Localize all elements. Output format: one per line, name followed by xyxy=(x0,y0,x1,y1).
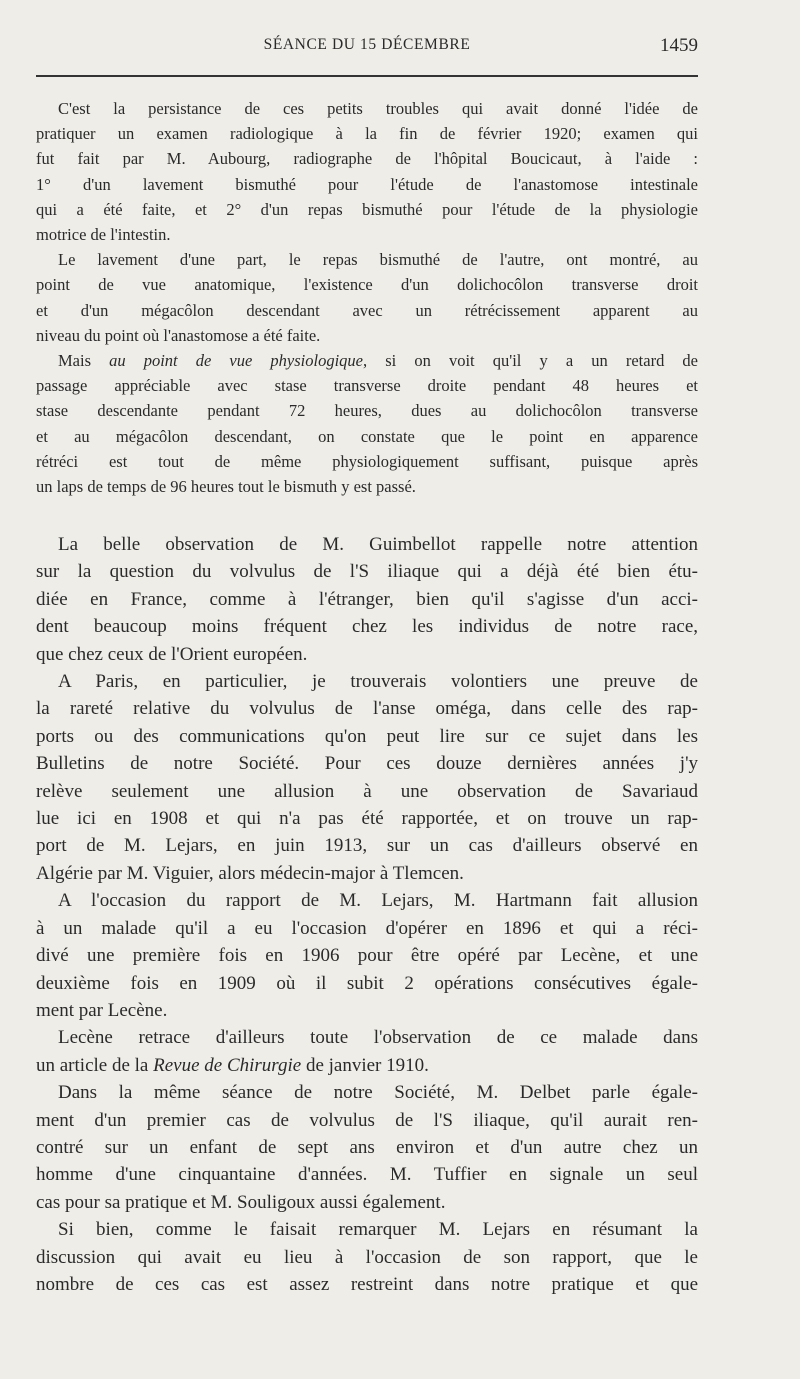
text-line: deuxième fois en 1909 où il subit 2 opérations consécutives égale- xyxy=(36,972,698,994)
text-line: motrice de l'intestin. xyxy=(36,225,171,245)
main-paragraph xyxy=(36,1024,698,1079)
text-line: qui a été faite, et 2° d'un repas bismuthé pour l'étude de la physiologie xyxy=(36,199,698,219)
text-line: contré sur un enfant de sept ans environ et d'un autre chez un xyxy=(36,1136,698,1158)
small-print-paragraph xyxy=(36,348,698,499)
text-line: lue ici en 1908 et qui n'a pas été rapportée, et on trouve un rap- xyxy=(36,808,698,830)
main-paragraph xyxy=(36,531,698,668)
main-paragraph xyxy=(36,887,698,1024)
text-segment: de janvier 1910. xyxy=(301,1054,429,1076)
text-line: Si bien, comme le faisait remarquer M. Lejars en résumant la xyxy=(58,1219,698,1241)
text-line: un laps de temps de 96 heures tout le bismuth y est passé. xyxy=(36,477,416,497)
text-line: fut fait par M. Aubourg, radiographe de l'hôpital Boucicaut, à l'aide : xyxy=(36,149,698,169)
page-number: 1459 xyxy=(660,35,698,56)
text-line: Le lavement d'une part, le repas bismuthé de l'autre, ont montré, au xyxy=(58,250,698,270)
text-line xyxy=(36,1052,698,1079)
text-line: C'est la persistance de ces petits troubles qui avait donné l'idée de xyxy=(58,99,698,118)
text-line: homme d'une cinquantaine d'années. M. Tuffier en signale un seul xyxy=(36,1164,698,1186)
text-line: niveau du point où l'anastomose a été faite. xyxy=(36,325,321,345)
text-line: ment d'un premier cas de volvulus de l'S iliaque, qu'il aurait ren- xyxy=(36,1109,698,1131)
text-line: relève seulement une allusion à une observation de Savariaud xyxy=(36,780,698,802)
text-line: Algérie par M. Viguier, alors médecin-major à Tlemcen. xyxy=(36,862,464,884)
text-line: la rareté relative du volvulus de l'anse oméga, dans celle des rap- xyxy=(36,698,698,720)
text-line: passage appréciable avec stase transverse droite pendant 48 heures et xyxy=(36,376,698,396)
text-line: A l'occasion du rapport de M. Lejars, M. Hartmann fait allusion xyxy=(58,890,698,912)
text-line: rétréci est tout de même physiologiquement suffisant, puisque après xyxy=(36,451,698,471)
text-line: cas pour sa pratique et M. Souligoux aussi également. xyxy=(36,1191,446,1213)
text-line: port de M. Lejars, en juin 1913, sur un cas d'ailleurs observé en xyxy=(36,835,698,857)
running-title: SÉANCE DU 15 DÉCEMBRE xyxy=(263,36,471,53)
text-line: à un malade qu'il a eu l'occasion d'opérer en 1896 et qui a réci- xyxy=(36,917,698,939)
text-line: A Paris, en particulier, je trouverais volontiers une preuve de xyxy=(58,671,698,693)
page-header xyxy=(36,36,698,60)
main-text-section xyxy=(36,531,698,1298)
text-segment: Lecène retrace d'ailleurs toute l'observation de ce malade dans xyxy=(58,1027,698,1049)
text-segment: Mais xyxy=(58,351,110,371)
text-line: point de vue anatomique, l'existence d'un dolichocôlon transverse droit xyxy=(36,275,698,295)
text-line: et d'un mégacôlon descendant avec un rétrécissement apparent au xyxy=(36,300,698,320)
text-line xyxy=(36,1024,698,1051)
text-line: et au mégacôlon descendant, on constate que le point en apparence xyxy=(36,426,698,446)
italic-phrase: au point de vue physiologique xyxy=(109,351,363,371)
journal-title: Revue de Chirurgie xyxy=(153,1054,302,1076)
small-print-section xyxy=(36,96,698,499)
text-line: diée en France, comme à l'étranger, bien qu'il s'agisse d'un acci- xyxy=(36,588,698,610)
text-line xyxy=(36,348,698,373)
text-line: Bulletins de notre Société. Pour ces douze dernières années j'y xyxy=(36,753,698,775)
small-print-paragraph xyxy=(36,96,698,247)
text-segment: un article de la xyxy=(36,1054,154,1076)
text-line: nombre de ces cas est assez restreint dans notre pratique et que xyxy=(36,1273,698,1295)
text-line: divé une première fois en 1906 pour être opéré par Lecène, et une xyxy=(36,945,698,967)
text-line: pratiquer un examen radiologique à la fin de février 1920; examen qui xyxy=(36,124,698,144)
text-line: 1° d'un lavement bismuthé pour l'étude de l'anastomose intestinale xyxy=(36,174,698,194)
text-line: Dans la même séance de notre Société, M. Delbet parle égale- xyxy=(58,1082,698,1104)
main-paragraph xyxy=(36,668,698,887)
text-line: discussion qui avait eu lieu à l'occasion de son rapport, que le xyxy=(36,1246,698,1268)
main-paragraph xyxy=(36,1079,698,1216)
text-line: sur la question du volvulus de l'S iliaque qui a déjà été bien étu- xyxy=(36,561,698,583)
header-rule xyxy=(36,75,698,77)
small-print-paragraph xyxy=(36,247,698,348)
text-line: La belle observation de M. Guimbellot rappelle notre attention xyxy=(58,534,698,555)
text-line: dent beaucoup moins fréquent chez les individus de notre race, xyxy=(36,616,698,638)
text-line: que chez ceux de l'Orient européen. xyxy=(36,643,308,665)
text-line: ports ou des communications qu'on peut lire sur ce sujet dans les xyxy=(36,725,698,747)
text-line: stase descendante pendant 72 heures, dues au dolichocôlon transverse xyxy=(36,401,698,421)
text-line: ment par Lecène. xyxy=(36,999,168,1021)
text-segment: , si on voit qu'il y a un retard de xyxy=(363,351,699,371)
main-paragraph xyxy=(36,1216,698,1298)
